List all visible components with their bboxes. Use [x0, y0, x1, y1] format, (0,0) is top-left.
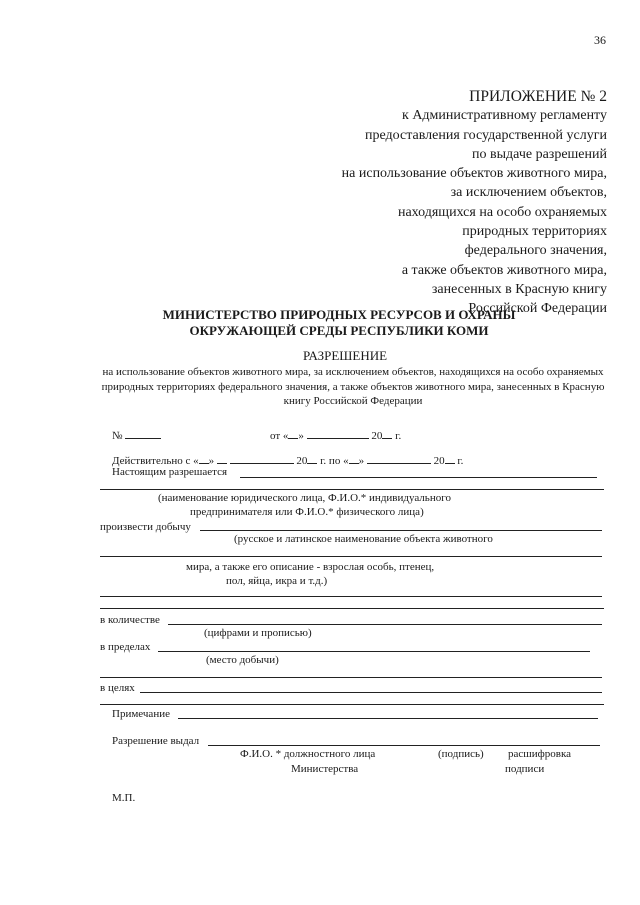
quantity-field[interactable] [168, 624, 602, 625]
year-prefix: 20 [371, 430, 383, 442]
ministry-heading [0, 307, 640, 339]
year-suffix: г. [395, 430, 402, 442]
month-field[interactable] [307, 427, 369, 439]
valid-from-label: Действительно с « [112, 455, 199, 467]
appendix-line: Российской Федерации [468, 301, 607, 317]
animal-caption-3: пол, яйца, икра и т.д.) [226, 575, 328, 587]
year-suffix: г. [457, 455, 464, 467]
decode-caption-2: подписи [505, 763, 545, 775]
permit-date-row [270, 427, 401, 442]
year-prefix: 20 [433, 455, 445, 467]
quote-close: » [298, 430, 304, 442]
valid-from-year-field[interactable] [307, 452, 317, 464]
day-field[interactable] [288, 427, 298, 439]
hereby-field-2[interactable] [100, 489, 604, 490]
signature-caption: (подпись) [438, 748, 484, 760]
quote-close: » [208, 455, 215, 467]
year-prefix: 20 [296, 455, 308, 467]
appendix-line: на использование объектов животного мира, [341, 166, 607, 182]
name-caption-1: (наименование юридического лица, Ф.И.О.* индивидуального [158, 492, 451, 504]
appendix-line: находящихся на особо охраняемых [397, 204, 607, 220]
note-label: Примечание [112, 708, 170, 720]
within-field[interactable] [158, 651, 590, 652]
ministry-line-2: ОКРУЖАЮЩЕЙ СРЕДЫ РЕСПУБЛИКИ КОМИ [189, 323, 489, 338]
animal-caption-1: (русское и латинское наименование объекта животного [234, 533, 493, 545]
within-label: в пределах [100, 641, 151, 653]
purpose-label: в целях [100, 682, 135, 694]
appendix-line: а также объектов животного мира, [401, 262, 607, 278]
number-field[interactable] [125, 427, 161, 439]
valid-to-month-field[interactable] [367, 452, 431, 464]
quantity-label: в количестве [100, 614, 160, 626]
appendix-line: занесенных в Красную книгу [431, 281, 607, 297]
date-from-label: от « [270, 430, 289, 442]
appendix-line: по выдаче разрешений [472, 146, 607, 162]
appendix-header [342, 87, 607, 319]
permit-number-row [112, 427, 161, 442]
year-field[interactable] [382, 427, 392, 439]
appendix-line: предоставления государственной услуги [365, 127, 607, 143]
appendix-line: к Административному регламенту [402, 108, 607, 124]
validity-row [112, 452, 463, 467]
quantity-caption: (цифрами и прописью) [204, 627, 312, 639]
number-label: № [112, 430, 123, 442]
appendix-title: ПРИЛОЖЕНИЕ № 2 [469, 88, 607, 105]
hereby-label: Настоящим разрешается [112, 466, 228, 478]
appendix-line: федерального значения, [464, 243, 607, 259]
within-caption: (место добычи) [206, 654, 279, 666]
valid-to-day-field[interactable] [349, 452, 359, 464]
permit-description: на использование объектов животного мира, за исключением объектов, находящихся на особо охраняемых природных территориях федерального значения, а также объектов животного мира, занесенных в Красную книгу Российской Федерации [101, 366, 605, 407]
produce-field-2[interactable] [100, 556, 602, 557]
purpose-field-2[interactable] [100, 704, 604, 705]
issued-field[interactable] [208, 745, 600, 746]
appendix-line: природных территориях [462, 224, 607, 240]
page-number: 36 [594, 33, 606, 47]
decode-caption-1: расшифровка [508, 748, 572, 760]
produce-field-3[interactable] [100, 596, 602, 597]
official-caption-1: Ф.И.О. * должностного лица [240, 748, 376, 760]
issued-label: Разрешение выдал [112, 735, 200, 747]
name-caption-2: предпринимателя или Ф.И.О.* физического лица) [190, 506, 424, 518]
appendix-line: за исключением объектов, [450, 185, 607, 201]
official-caption-2: Министерства [291, 763, 359, 775]
animal-caption-2: мира, а также его описание - взрослая особь, птенец, [186, 561, 435, 573]
produce-field-4[interactable] [100, 608, 604, 609]
ministry-line-1: МИНИСТЕРСТВО ПРИРОДНЫХ РЕСУРСОВ И ОХРАНЫ [162, 307, 516, 322]
valid-to-label: г. по « [320, 455, 349, 467]
permit-title: РАЗРЕШЕНИЕ [302, 348, 388, 363]
valid-from-month-field[interactable] [230, 452, 294, 464]
produce-field[interactable] [200, 530, 602, 531]
purpose-field[interactable] [140, 692, 602, 693]
produce-label: произвести добычу [100, 521, 191, 533]
valid-from-day-field[interactable] [199, 452, 209, 464]
note-field[interactable] [178, 718, 598, 719]
within-field-2[interactable] [100, 677, 602, 678]
stamp-label: М.П. [112, 792, 136, 804]
quote-close: » [358, 455, 365, 467]
valid-to-year-field[interactable] [445, 452, 455, 464]
hereby-field[interactable] [240, 477, 597, 478]
valid-from-gap [217, 452, 227, 464]
